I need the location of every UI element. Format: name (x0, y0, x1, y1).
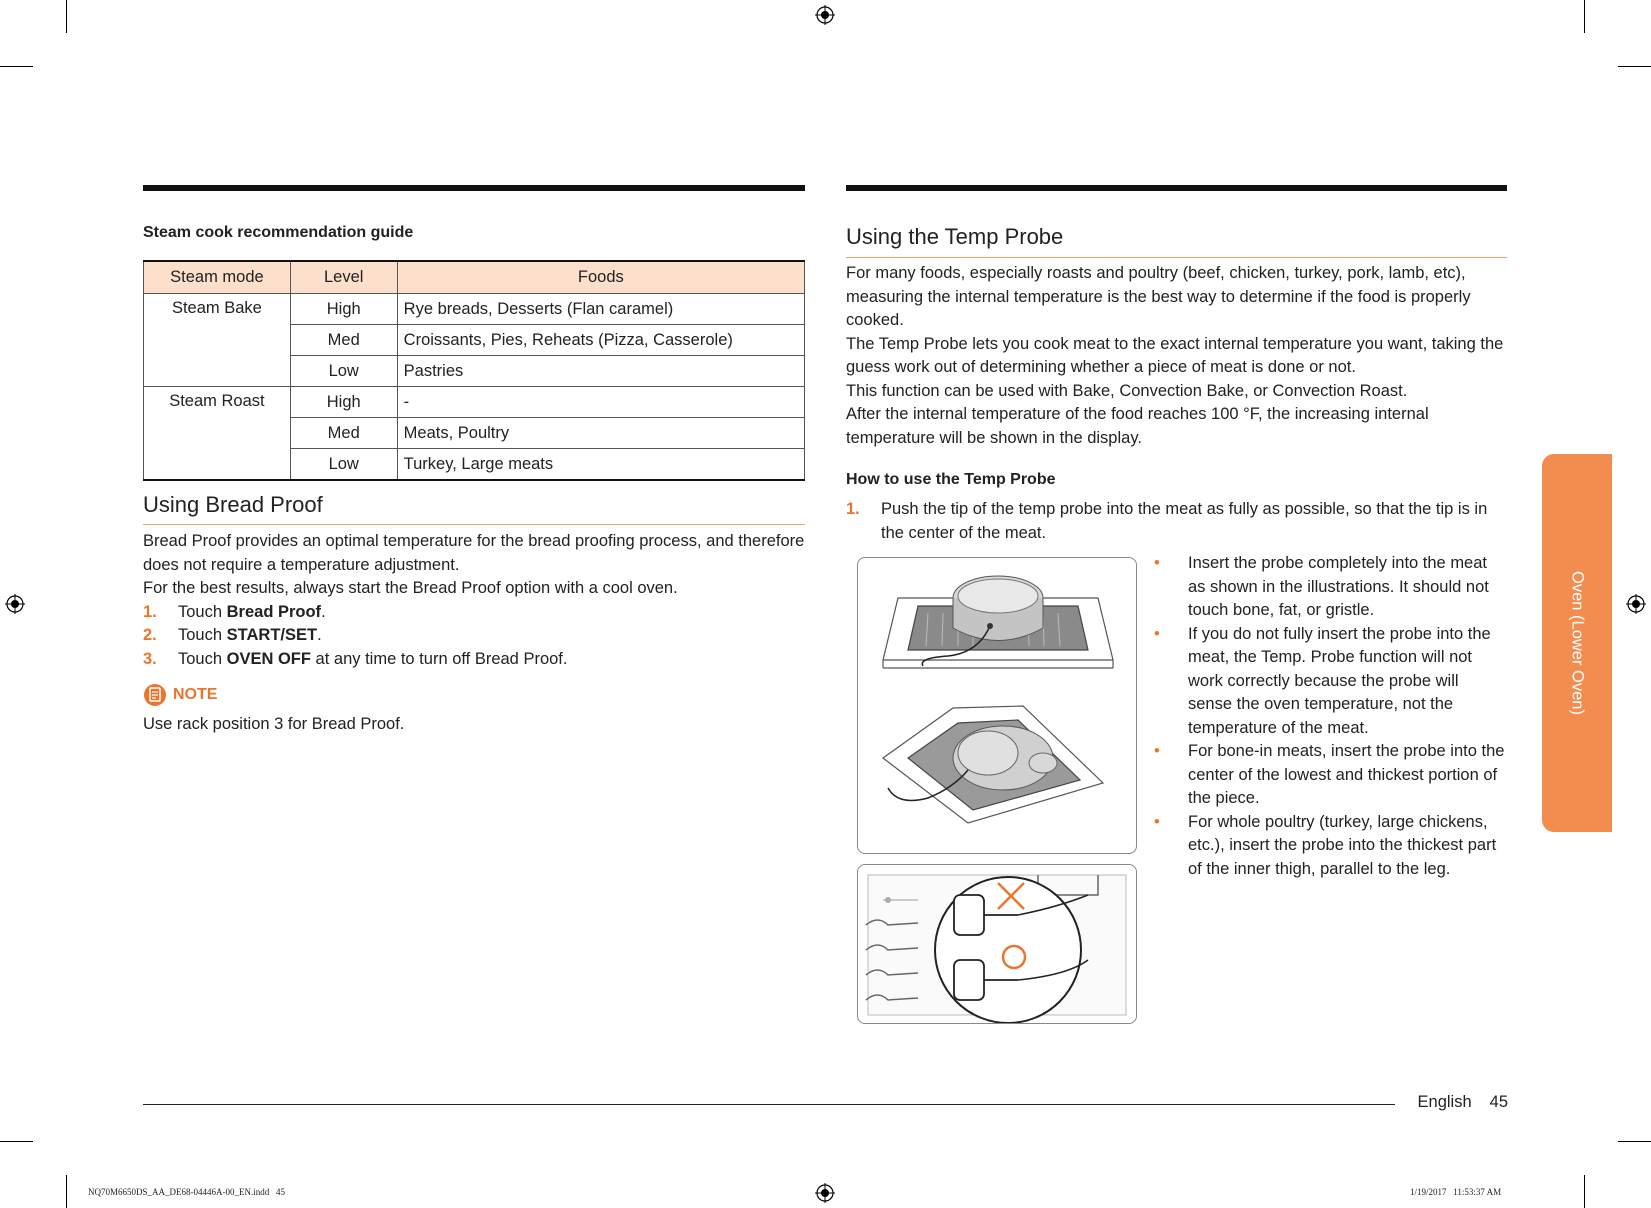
step-text: . (317, 626, 322, 644)
step-text: Push the tip of the temp probe into the meat as fully as possible, so that the tip is in the center of the meat. (881, 500, 1488, 542)
bullet-icon: • (1154, 742, 1160, 760)
table-row (144, 387, 805, 418)
step-item (143, 648, 805, 672)
crop-mark (0, 66, 33, 67)
crop-mark (66, 1175, 67, 1208)
crop-mark (1618, 1141, 1651, 1142)
step-bold: OVEN OFF (226, 649, 311, 668)
registration-mark-icon (1626, 594, 1646, 614)
bullet-text: For whole poultry (turkey, large chickens, etc.), insert the probe into the thickest part of the inner thigh, parallel to the leg. (1188, 812, 1497, 878)
bullet-icon: • (1154, 554, 1160, 572)
paragraph: For many foods, especially roasts and poultry (beef, chicken, turkey, pork, lamb, etc), measuring the internal temperature is the best way to determine if the food is properly cooked. (846, 264, 1471, 329)
steam-guide-table (143, 260, 805, 481)
crop-mark (0, 1141, 33, 1142)
bullet-text: For bone-in meats, insert the probe into the center of the lowest and thickest portion of the piece. (1188, 742, 1505, 807)
temp-probe-heading: Using the Temp Probe (846, 224, 1064, 249)
chapter-tab-label (1542, 454, 1612, 832)
paragraph: The Temp Probe lets you cook meat to the exact internal temperature you want, taking the guess work out of determining whether a piece of meat is done or not. (846, 334, 1504, 376)
step-item (143, 624, 805, 648)
bullet-list (1150, 552, 1507, 881)
note-label: NOTE (173, 686, 218, 703)
table-cell-level: Low (290, 449, 397, 481)
paragraph: Bread Proof provides an optimal temperature for the bread proofing process, and therefore does not require a temperature adjustment. (143, 532, 805, 574)
step-text: Touch (178, 649, 227, 668)
table-cell-level: Med (290, 418, 397, 449)
slug-date: 1/19/2017 11:53:37 AM (1410, 1187, 1502, 1197)
note-block (143, 683, 217, 707)
howto-title: How to use the Temp Probe (846, 471, 1056, 488)
temp-probe-intro (846, 262, 1507, 450)
registration-mark-icon (5, 594, 25, 614)
table-cell-foods: Meats, Poultry (397, 418, 804, 449)
probe-insertion-illustration (857, 557, 1137, 854)
page-number: 45 (1489, 1093, 1508, 1111)
table-cell-foods: - (397, 387, 804, 418)
registration-mark-icon (815, 5, 835, 25)
step-number: 3. (143, 649, 157, 668)
list-item (1150, 623, 1507, 741)
section-rule-left (143, 185, 805, 191)
slug-file: NQ70M6650DS_AA_DE68-04446A-00_EN.indd 45 (88, 1187, 285, 1197)
step-number: 2. (143, 626, 157, 644)
note-text: Use rack position 3 for Bread Proof. (143, 715, 405, 733)
table-header-row (144, 261, 805, 294)
step-text: at any time to turn off Bread Proof. (310, 649, 568, 668)
table-cell-level: Med (290, 325, 397, 356)
footer (1400, 1093, 1508, 1112)
table-cell-mode: Steam Roast (144, 387, 291, 481)
step-number: 1. (846, 500, 860, 518)
table-cell-foods: Croissants, Pies, Reheats (Pizza, Casserole) (397, 325, 804, 356)
footer-language: English (1417, 1093, 1472, 1111)
crop-mark (66, 0, 67, 33)
table-header: Steam mode (144, 261, 291, 294)
probe-position-illustration (857, 864, 1137, 1024)
step-text: . (321, 602, 326, 621)
step-number: 1. (143, 602, 157, 621)
crop-mark (1618, 66, 1651, 67)
step-text: Touch (178, 626, 227, 644)
bread-proof-heading: Using Bread Proof (143, 492, 323, 517)
footer-rule (143, 1104, 1395, 1105)
heading-rule (143, 524, 805, 525)
table-cell-mode: Steam Bake (144, 294, 291, 387)
step-item (846, 498, 1507, 545)
table-cell-foods: Rye breads, Desserts (Flan caramel) (397, 294, 804, 325)
paragraph: This function can be used with Bake, Convection Bake, or Convection Roast. (846, 381, 1408, 400)
bread-proof-intro (143, 530, 805, 671)
step-text: Touch (178, 602, 227, 621)
crop-mark (1584, 0, 1585, 33)
heading-rule (846, 257, 1507, 258)
table-cell-level: Low (290, 356, 397, 387)
table-cell-level: High (290, 294, 397, 325)
table-header: Foods (397, 261, 804, 294)
step-bold: START/SET (226, 626, 318, 644)
table-row (144, 294, 805, 325)
list-item (1150, 740, 1507, 811)
table-cell-foods: Turkey, Large meats (397, 449, 804, 481)
bullet-text: Insert the probe completely into the meat as shown in the illustrations. It should not touch bone, fat, or gristle. (1188, 554, 1489, 619)
paragraph: After the internal temperature of the food reaches 100 °F, the increasing internal temperature will be shown in the display. (846, 405, 1429, 447)
note-icon (143, 683, 167, 707)
table-header: Level (290, 261, 397, 294)
paragraph: For the best results, always start the Bread Proof option with a cool oven. (143, 579, 678, 597)
registration-mark-icon (815, 1183, 835, 1203)
bullet-text: If you do not fully insert the probe into the meat, the Temp. Probe function will not work correctly because the probe will sense the oven temperature, not the temperature of the meat. (1188, 624, 1491, 737)
step-item (143, 601, 805, 625)
crop-mark (1584, 1175, 1585, 1208)
table-cell-level: High (290, 387, 397, 418)
chapter-tab-text: Oven (Lower Oven) (1568, 571, 1587, 715)
section-rule-right (846, 185, 1507, 191)
bullet-icon: • (1154, 812, 1160, 831)
step-bold: Bread Proof (226, 602, 322, 621)
list-item (1150, 552, 1507, 623)
bullet-icon: • (1154, 624, 1160, 643)
list-item (1150, 811, 1507, 882)
table-cell-foods: Pastries (397, 356, 804, 387)
table-title: Steam cook recommendation guide (143, 224, 414, 241)
